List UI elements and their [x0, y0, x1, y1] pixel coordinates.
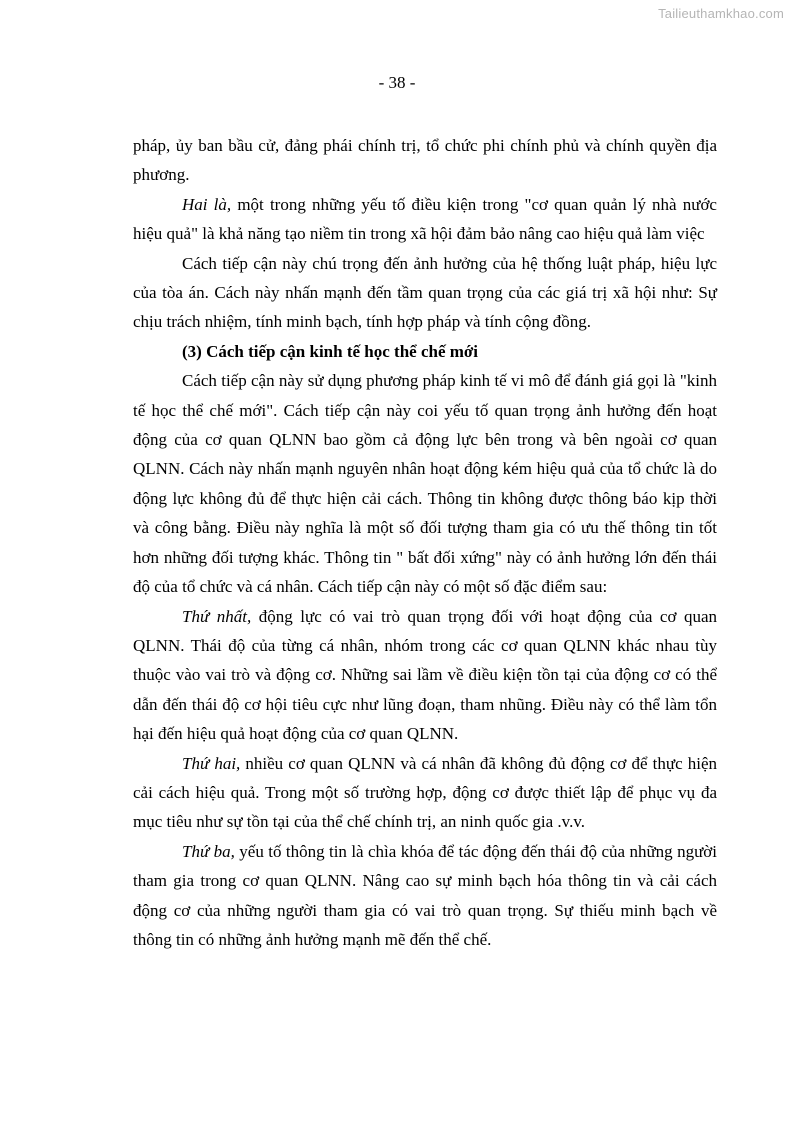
heading-text: (3) Cách tiếp cận kinh tế học thể chế mới [182, 341, 479, 361]
paragraph-text: Cách tiếp cận này chú trọng đến ảnh hưởng của hệ thống luật pháp, hiệu lực của tòa án. Cách này nhấn mạnh đến tầm quan trọng của các giá trị xã hội như: Sự chịu trách nhiệm, tính minh bạch, tính hợp pháp và tính cộng đồng. [133, 253, 717, 332]
paragraph [133, 749, 717, 837]
paragraph [133, 602, 717, 749]
section-heading [133, 337, 717, 366]
paragraph-lead: Hai là, [182, 194, 232, 214]
paragraph [133, 190, 717, 249]
watermark: Tailieuthamkhao.com [658, 6, 784, 21]
paragraph-text: một trong những yếu tố điều kiện trong "cơ quan quản lý nhà nước hiệu quả" là khả năng tạo niềm tin trong xã hội đảm bảo nâng cao hiệu quả làm việc [133, 194, 717, 244]
paragraph-lead: Thứ nhất, [182, 606, 252, 626]
paragraph [133, 131, 717, 190]
document-body [133, 131, 717, 954]
paragraph [133, 249, 717, 337]
paragraph-text: yếu tố thông tin là chìa khóa để tác động đến thái độ của những người tham gia trong cơ quan QLNN. Nâng cao sự minh bạch hóa thông tin và cải cách động cơ của những người tham gia có vai trò quan trọng. Sự thiếu minh bạch về thông tin có những ảnh hưởng mạnh mẽ đến thể chế. [133, 841, 717, 949]
paragraph-text: nhiều cơ quan QLNN và cá nhân đã không đủ động cơ để thực hiện cải cách hiệu quả. Trong một số trường hợp, động cơ được thiết lập để phục vụ đa mục tiêu như sự tồn tại của thể chế chính trị, an ninh quốc gia .v.v. [133, 753, 718, 832]
paragraph-lead: Thứ ba, [182, 841, 235, 861]
page-number: - 38 - [378, 73, 416, 92]
paragraph [133, 366, 717, 601]
paragraph [133, 837, 717, 955]
paragraph-text: Cách tiếp cận này sử dụng phương pháp kinh tế vi mô để đánh giá gọi là "kinh tế học thể chế mới". Cách tiếp cận này coi yếu tố quan trọng ảnh hưởng đến hoạt động của cơ quan QLNN bao gồm cả động lực bên trong và bên ngoài cơ quan QLNN. Cách này nhấn mạnh nguyên nhân hoạt động kém hiệu quả của tổ chức là do động lực không đủ để thực hiện cải cách. Thông tin không được thông báo kịp thời và công bằng. Điều này nghĩa là một số đối tượng tham gia có ưu thế thông tin tốt hơn những đối tượng khác. Thông tin " bất đối xứng" này có ảnh hưởng lớn đến thái độ của tổ chức và cá nhân. Cách tiếp cận này có một số đặc điểm sau: [133, 371, 717, 597]
paragraph-text: động lực có vai trò quan trọng đối với hoạt động của cơ quan QLNN. Thái độ của từng cá nhân, nhóm trong các cơ quan QLNN khác nhau tùy thuộc vào vai trò và động cơ. Những sai lầm về điều kiện tồn tại của động cơ có thể dẫn đến thái độ cơ hội tiêu cực như lũng đoạn, tham nhũng. Điều này có thể làm tổn hại đến hiệu quả hoạt động của cơ quan QLNN. [133, 606, 717, 744]
paragraph-lead: Thứ hai, [182, 753, 241, 773]
paragraph-text: pháp, ủy ban bầu cử, đảng phái chính trị, tổ chức phi chính phủ và chính quyền địa phương. [133, 136, 717, 185]
